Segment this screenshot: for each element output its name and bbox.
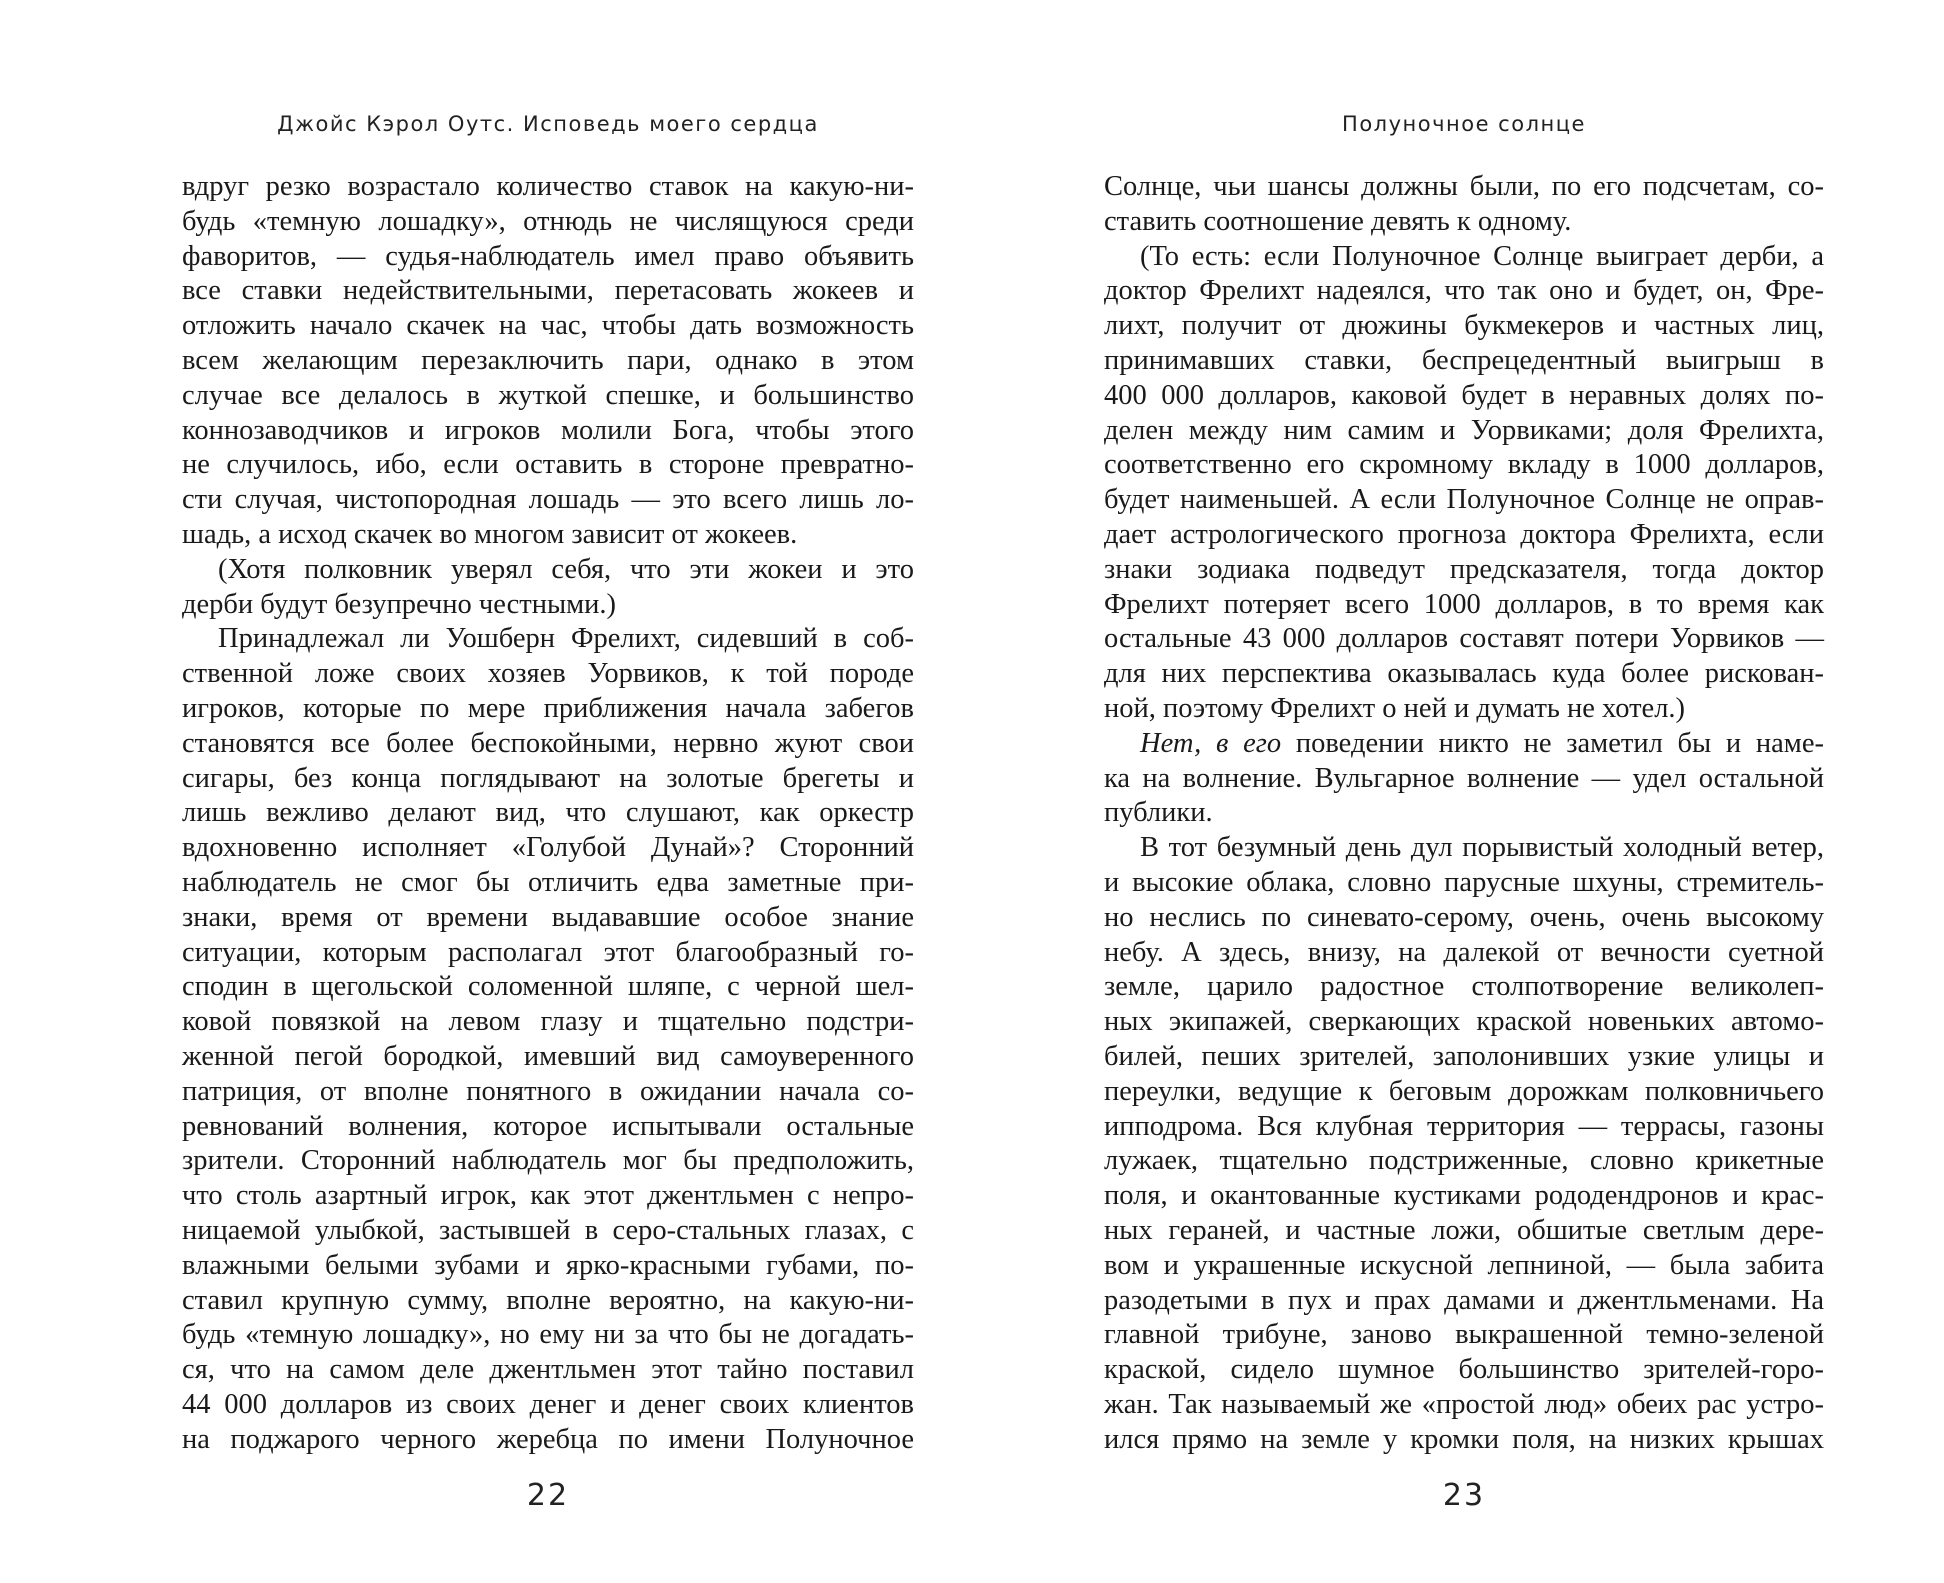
text-line: краской, сидело шумное большинство зрителей-горо-	[1104, 1354, 1824, 1386]
text-line: вдохновенно исполняет «Голубой Дунай»? Сторонний	[182, 832, 914, 864]
text-line: знаки зодиака подведут предсказателя, тогда доктор	[1104, 553, 1824, 585]
body-text	[182, 170, 914, 1457]
text-line: влажными белыми зубами и ярко-красными губами, по-	[182, 1249, 914, 1281]
text-line: женной пегой бородкой, имевший вид самоуверенного	[182, 1040, 914, 1072]
text-line: ницаемой улыбкой, застывшей в серо-стальных глазах, с	[182, 1214, 914, 1246]
text-line: дерби будут безупречно честными.)	[182, 588, 617, 620]
text-line: Солнце, чьи шансы должны были, по его подсчетам, со-	[1104, 171, 1824, 202]
text-line: билей, пеших зрителей, заполонивших узкие улицы и	[1104, 1040, 1824, 1072]
text-line: (Хотя полковник уверял себя, что эти жокеи и это	[218, 553, 914, 585]
text-line: Фрелихт потеряет всего 1000 долларов, в то время как	[1104, 588, 1824, 620]
text-line: сподин в щегольской соломенной шляпе, с черной шел-	[182, 971, 914, 1003]
text-line: сигары, без конца поглядывают на золотые брегеты и	[182, 762, 914, 794]
text-line: будь «темную лошадку», отнюдь не числящуюся среди	[182, 205, 914, 237]
text-line: вдруг резко возрастало количество ставок на какую-ни-	[182, 171, 914, 202]
text-line: делен между ним самим и Уорвиками; доля Фрелихта,	[1104, 414, 1824, 446]
text-line: случае все делалось в жуткой спешке, и большинство	[182, 379, 914, 411]
running-header: Полуночное солнце	[1342, 112, 1586, 136]
text-line: лихт, получит от дюжины букмекеров и частных лиц,	[1104, 310, 1824, 342]
text-line: патриция, от вполне понятного в ожидании начала со-	[182, 1075, 914, 1107]
text-line: жан. Так называемый же «простой люд» обеих рас устро-	[1104, 1388, 1824, 1420]
text-line: ка на волнение. Вульгарное волнение — удел остальной	[1104, 762, 1824, 794]
text-line: ся, что на самом деле джентльмен этот тайно поставил	[182, 1354, 914, 1386]
line-text: поведении никто не заметил бы и наме-	[1281, 727, 1824, 759]
text-line: вом и украшенные искусной лепниной, — была забита	[1104, 1249, 1824, 1281]
text-line: сти случая, чистопородная лошадь — это всего лишь ло-	[182, 484, 914, 516]
text-line: ипподрома. Вся клубная территория — террасы, газоны	[1104, 1110, 1824, 1142]
text-line: поля, и окантованные кустиками рододендронов и крас-	[1104, 1180, 1824, 1212]
text-line: фаворитов, — судья-наблюдатель имел право объявить	[182, 240, 914, 272]
left-page	[182, 0, 914, 1583]
text-line: ных гераней, и частные ложи, обшитые светлым дере-	[1104, 1214, 1824, 1246]
text-line: ситуации, которым располагал этот благообразный го-	[182, 936, 914, 968]
text-line: знаки, время от времени выдававшие особое знание	[182, 901, 914, 933]
text-line: наблюдатель не смог бы отличить едва заметные при-	[182, 866, 914, 898]
text-line: ился прямо на земле у кромки поля, на низких крышах	[1104, 1423, 1824, 1455]
body-text	[1104, 170, 1824, 1457]
page-number: 23	[1442, 1478, 1486, 1513]
text-line: становятся все более беспокойными, нервно жуют свои	[182, 727, 914, 759]
text-line: ставил крупную сумму, вполне вероятно, на какую-ни-	[182, 1284, 914, 1316]
text-line: Принадлежал ли Уошберн Фрелихт, сидевший в соб-	[218, 623, 914, 655]
text-line: будет наименьшей. А если Полуночное Солнце не оправ-	[1104, 484, 1824, 516]
text-line: на поджарого черного жеребца по имени Полуночное	[182, 1423, 914, 1455]
text-line: что столь азартный игрок, как этот джентльмен с непро-	[182, 1180, 914, 1212]
text-line: 44 000 долларов из своих денег и денег своих клиентов	[182, 1388, 914, 1420]
text-line: все ставки недействительными, перетасовать жокеев и	[182, 275, 914, 307]
text-line: В тот безумный день дул порывистый холодный ветер,	[1140, 832, 1824, 864]
text-line: ковой повязкой на левом глазу и тщательно подстри-	[182, 1006, 914, 1038]
text-line: ной, поэтому Фрелихт о ней и думать не хотел.)	[1104, 692, 1686, 724]
running-header: Джойс Кэрол Оутс. Исповедь моего сердца	[277, 112, 819, 136]
text-line: разодетыми в пух и прах дамами и джентльменами. На	[1104, 1284, 1824, 1316]
text-line: не случилось, ибо, если оставить в стороне превратно-	[182, 449, 914, 481]
text-line: и высокие облака, словно парусные шхуны, стремитель-	[1104, 866, 1824, 898]
text-line: зрители. Сторонний наблюдатель мог бы предположить,	[182, 1145, 914, 1177]
text-line: будь «темную лошадку», но ему ни за что бы не догадать-	[182, 1319, 914, 1351]
text-line: земле, царило радостное столпотворение великолеп-	[1104, 971, 1824, 1003]
italic-text: Нет, в его	[1140, 727, 1282, 759]
text-line: публики.	[1104, 797, 1213, 829]
text-line: для них перспектива оказывалась куда более рискован-	[1104, 658, 1824, 690]
text-line: небу. А здесь, внизу, на далекой от вечности суетной	[1104, 936, 1824, 968]
text-line: дает астрологического прогноза доктора Фрелихта, если	[1104, 518, 1824, 550]
text-line: доктор Фрелихт надеялся, что так оно и будет, он, Фре-	[1104, 275, 1824, 307]
text-line: ревнований волнения, которое испытывали остальные	[182, 1110, 914, 1142]
text-line: лишь вежливо делают вид, что слушают, как оркестр	[182, 797, 914, 829]
text-line: лужаек, тщательно подстриженные, словно крикетные	[1104, 1145, 1824, 1177]
text-line: шадь, а исход скачек во многом зависит от жокеев.	[182, 518, 798, 550]
text-line: ставить соотношение девять к одному.	[1104, 205, 1572, 237]
text-line: коннозаводчиков и игроков молили Бога, чтобы этого	[182, 414, 914, 446]
text-line: но неслись по синевато-серому, очень, очень высокому	[1104, 901, 1824, 933]
page-number: 22	[526, 1478, 570, 1513]
text-line: ных экипажей, сверкающих краской новеньких автомо-	[1104, 1006, 1824, 1038]
text-line: ственной ложе своих хозяев Уорвиков, к той породе	[182, 658, 914, 690]
text-line: принимавших ставки, беспрецедентный выигрыш в	[1104, 344, 1824, 376]
text-line	[1104, 727, 1824, 762]
text-line: (То есть: если Полуночное Солнце выиграет дерби, а	[1140, 240, 1824, 272]
right-page	[1104, 0, 1824, 1583]
text-line: отложить начало скачек на час, чтобы дать возможность	[182, 310, 914, 342]
text-line: игроков, которые по мере приближения начала забегов	[182, 692, 914, 724]
text-line: остальные 43 000 долларов составят потери Уорвиков —	[1104, 623, 1824, 655]
text-line: переулки, ведущие к беговым дорожкам полковничьего	[1104, 1075, 1824, 1107]
text-line: 400 000 долларов, каковой будет в неравных долях по-	[1104, 379, 1824, 411]
text-line: соответственно его скромному вкладу в 1000 долларов,	[1104, 449, 1824, 481]
text-line: главной трибуне, заново выкрашенной темно-зеленой	[1104, 1319, 1824, 1351]
text-line: всем желающим перезаключить пари, однако в этом	[182, 344, 914, 376]
